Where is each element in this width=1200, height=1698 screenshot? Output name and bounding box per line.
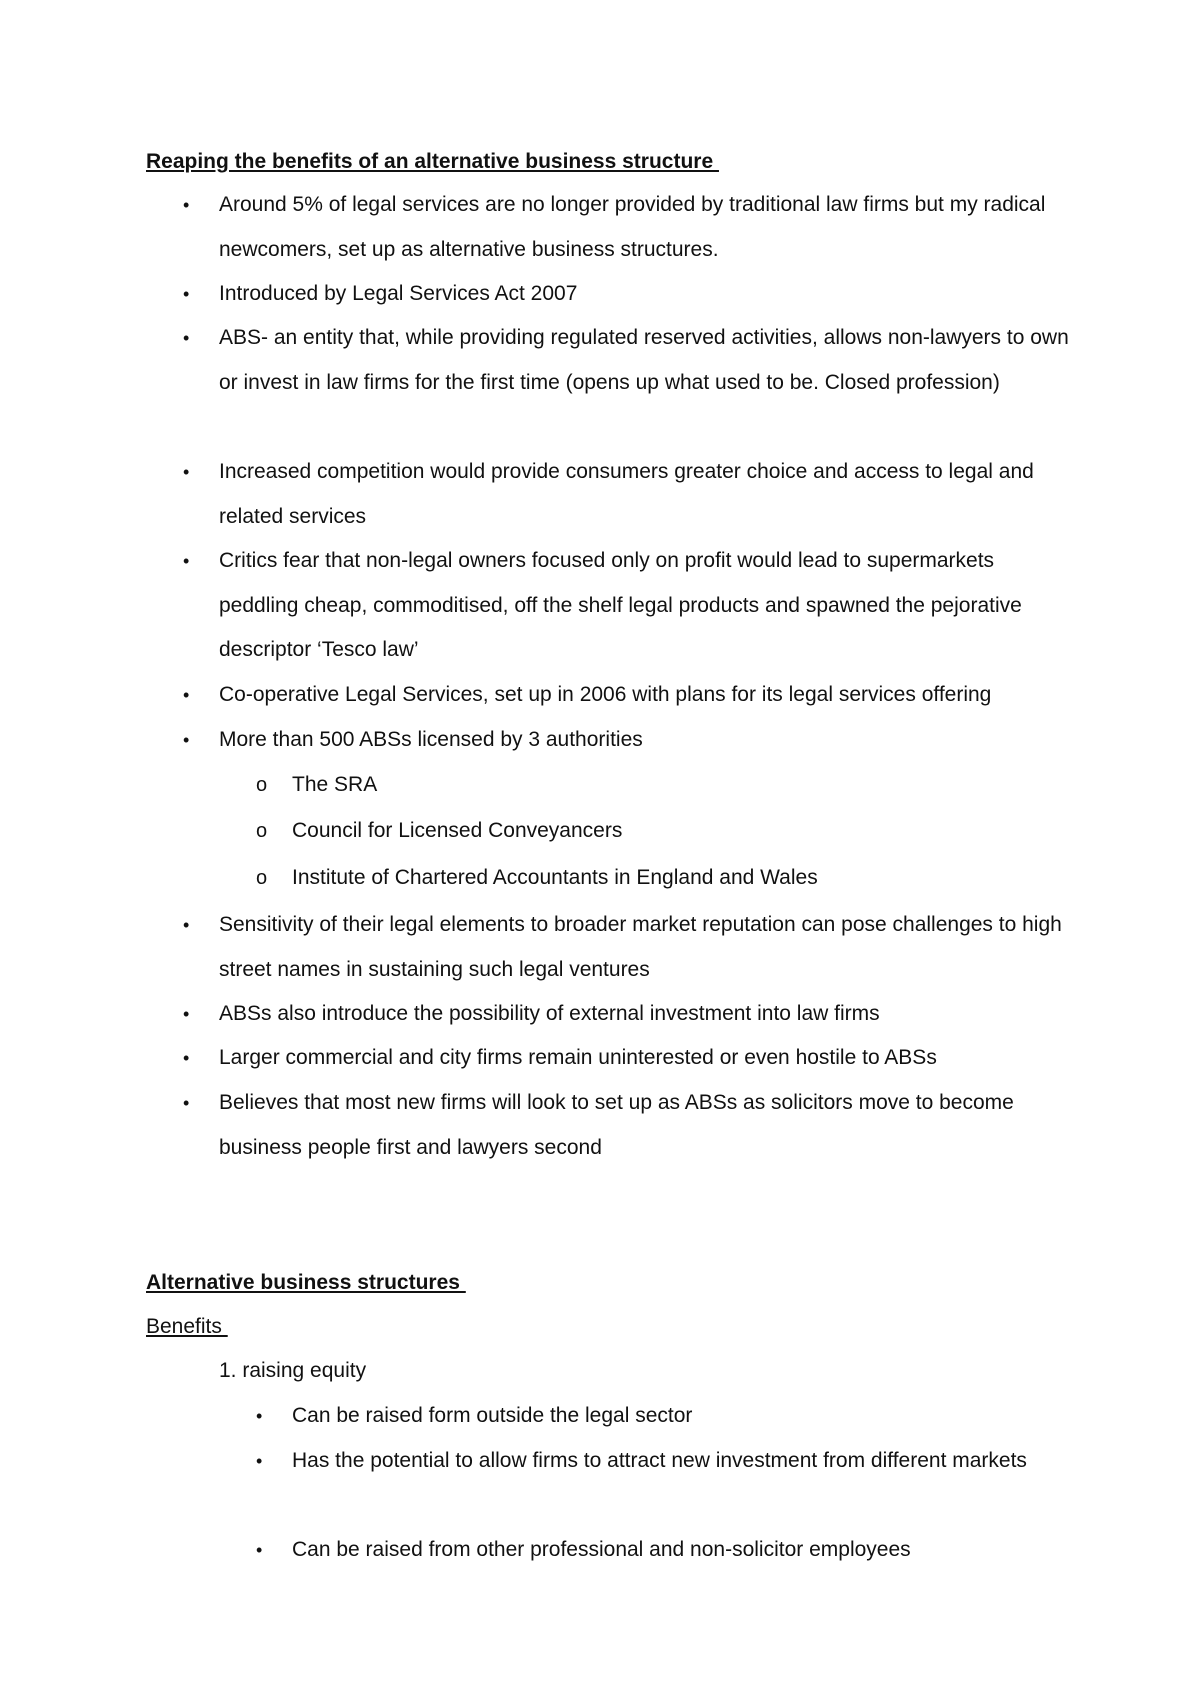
section-title-reaping-benefits: Reaping the benefits of an alternative business structure <box>146 150 719 173</box>
bullet-marker: • <box>183 1004 190 1024</box>
list-item-text: Critics fear that non-legal owners focused only on profit would lead to supermarkets peddling cheap, commoditised, off the shelf legal products and spawned the pejorative descriptor ‘Tesco law’ <box>219 549 1022 661</box>
list-item <box>183 718 1069 763</box>
list-item-text: More than 500 ABSs licensed by 3 authorities <box>219 728 643 751</box>
bullet-marker: • <box>256 1540 263 1560</box>
sub-list-item <box>256 809 1082 854</box>
bullet-marker: • <box>183 915 190 935</box>
list-item <box>183 272 1069 317</box>
sub-list-item-text: The SRA <box>292 773 378 796</box>
sub-bullet-marker: o <box>256 867 268 889</box>
sub-bullet-marker: o <box>256 774 268 796</box>
list-item-text: Can be raised from other professional and non-solicitor employees <box>292 1538 911 1561</box>
bullet-marker: • <box>256 1451 263 1471</box>
list-item <box>183 1081 1069 1170</box>
list-item <box>256 1528 1082 1573</box>
list-item-text: ABSs also introduce the possibility of external investment into law firms <box>219 1002 880 1025</box>
sub-bullet-marker: o <box>256 820 268 842</box>
numbered-item-raising-equity: 1. raising equity <box>219 1359 367 1382</box>
list-item <box>183 673 1069 718</box>
list-item <box>183 183 1069 272</box>
list-item <box>183 1036 1069 1081</box>
bullet-marker: • <box>256 1406 263 1426</box>
sub-list-item-text: Council for Licensed Conveyancers <box>292 819 623 842</box>
list-item-text: Has the potential to allow firms to attract new investment from different markets <box>292 1449 1027 1472</box>
bullet-marker: • <box>183 551 190 571</box>
list-item <box>183 903 1069 992</box>
bullet-marker: • <box>183 284 190 304</box>
list-item-text: Can be raised form outside the legal sector <box>292 1404 693 1427</box>
list-item-text: Around 5% of legal services are no longer provided by traditional law firms but my radical newcomers, set up as alternative business structures. <box>219 193 1046 261</box>
list-item-text: ABS- an entity that, while providing regulated reserved activities, allows non-lawyers to own or invest in law firms for the first time (opens up what used to be. Closed profession) <box>219 326 1069 394</box>
section-title-abs: Alternative business structures <box>146 1271 466 1294</box>
list-item-text: Believes that most new firms will look to set up as ABSs as solicitors move to become business people first and lawyers second <box>219 1091 1014 1159</box>
list-item <box>256 1394 1082 1439</box>
list-item-text: Larger commercial and city firms remain uninterested or even hostile to ABSs <box>219 1046 937 1069</box>
sub-list-item <box>256 856 1082 901</box>
bullet-marker: • <box>183 685 190 705</box>
bullet-marker: • <box>183 1093 190 1113</box>
list-item <box>183 316 1069 405</box>
list-item-text: Increased competition would provide consumers greater choice and access to legal and related services <box>219 460 1034 528</box>
benefits-subheading: Benefits <box>146 1315 228 1338</box>
bullet-marker: • <box>183 195 190 215</box>
list-item <box>256 1439 1082 1484</box>
bullet-marker: • <box>183 328 190 348</box>
list-item <box>183 992 1069 1037</box>
sub-list-item <box>256 763 1082 808</box>
list-item-text: Sensitivity of their legal elements to broader market reputation can pose challenges to high street names in sustaining such legal ventures <box>219 913 1062 981</box>
list-item-text: Introduced by Legal Services Act 2007 <box>219 282 578 305</box>
list-item-text: Co-operative Legal Services, set up in 2006 with plans for its legal services offering <box>219 683 992 706</box>
bullet-marker: • <box>183 1048 190 1068</box>
bullet-marker: • <box>183 730 190 750</box>
list-item <box>183 539 1069 673</box>
sub-list-item-text: Institute of Chartered Accountants in England and Wales <box>292 866 818 889</box>
list-item <box>183 450 1069 539</box>
bullet-marker: • <box>183 462 190 482</box>
